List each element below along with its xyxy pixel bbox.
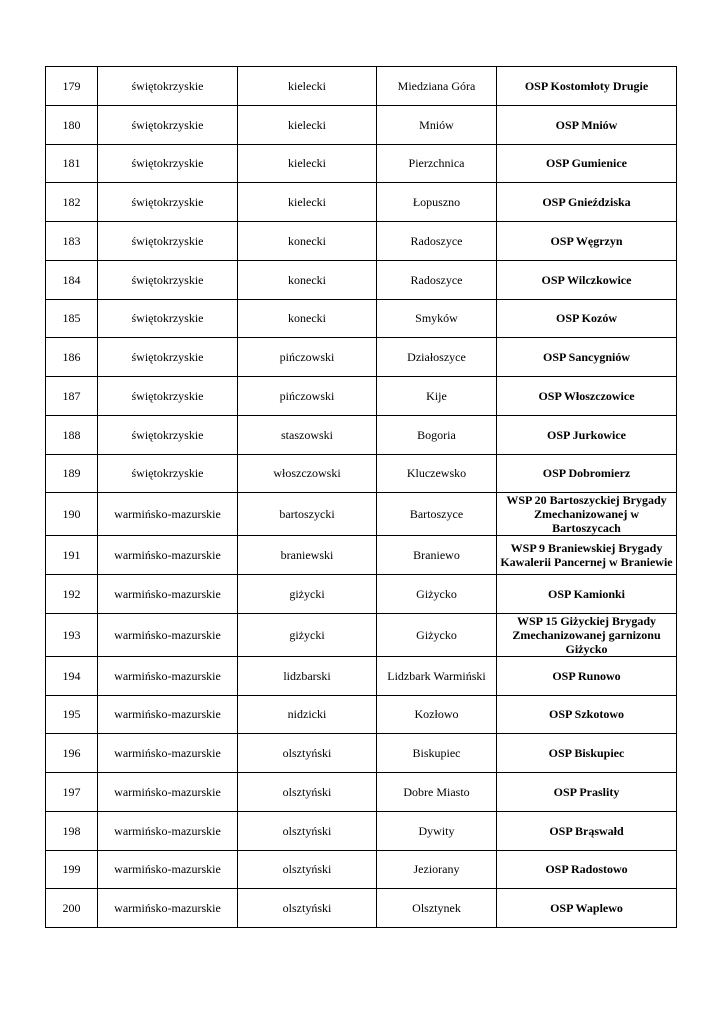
cell-unit: OSP Kostomłoty Drugie	[497, 67, 677, 106]
cell-county: pińczowski	[238, 377, 377, 416]
cell-number: 188	[46, 415, 98, 454]
cell-number: 197	[46, 773, 98, 812]
cell-county: staszowski	[238, 415, 377, 454]
table-row	[46, 889, 677, 928]
cell-voivodeship: warmińsko-mazurskie	[98, 493, 238, 536]
table-row	[46, 656, 677, 695]
cell-voivodeship: warmińsko-mazurskie	[98, 575, 238, 614]
table-row	[46, 105, 677, 144]
cell-unit: OSP Kozów	[497, 299, 677, 338]
cell-county: olsztyński	[238, 734, 377, 773]
cell-unit: OSP Jurkowice	[497, 415, 677, 454]
cell-voivodeship: świętokrzyskie	[98, 338, 238, 377]
cell-county: bartoszycki	[238, 493, 377, 536]
cell-voivodeship: warmińsko-mazurskie	[98, 536, 238, 575]
cell-unit: OSP Radostowo	[497, 850, 677, 889]
cell-voivodeship: świętokrzyskie	[98, 415, 238, 454]
cell-number: 194	[46, 656, 98, 695]
cell-commune: Miedziana Góra	[377, 67, 497, 106]
table-row	[46, 67, 677, 106]
cell-unit: OSP Kamionki	[497, 575, 677, 614]
table-row	[46, 454, 677, 493]
cell-unit: WSP 15 Giżyckiej Brygady Zmechanizowanej garnizonu Giżycko	[497, 613, 677, 656]
cell-unit: OSP Wilczkowice	[497, 260, 677, 299]
cell-voivodeship: warmińsko-mazurskie	[98, 773, 238, 812]
cell-unit: OSP Węgrzyn	[497, 222, 677, 261]
cell-unit: OSP Runowo	[497, 656, 677, 695]
cell-county: olsztyński	[238, 773, 377, 812]
cell-county: konecki	[238, 222, 377, 261]
cell-number: 195	[46, 695, 98, 734]
table-row	[46, 338, 677, 377]
table-row	[46, 734, 677, 773]
cell-commune: Działoszyce	[377, 338, 497, 377]
cell-unit: OSP Waplewo	[497, 889, 677, 928]
cell-voivodeship: świętokrzyskie	[98, 67, 238, 106]
cell-voivodeship: świętokrzyskie	[98, 144, 238, 183]
cell-commune: Łopuszno	[377, 183, 497, 222]
cell-number: 200	[46, 889, 98, 928]
cell-unit: OSP Gumienice	[497, 144, 677, 183]
cell-number: 196	[46, 734, 98, 773]
table-row	[46, 850, 677, 889]
cell-voivodeship: świętokrzyskie	[98, 454, 238, 493]
cell-voivodeship: świętokrzyskie	[98, 377, 238, 416]
cell-commune: Dywity	[377, 811, 497, 850]
cell-unit: OSP Brąswałd	[497, 811, 677, 850]
cell-number: 183	[46, 222, 98, 261]
cell-number: 187	[46, 377, 98, 416]
cell-number: 191	[46, 536, 98, 575]
cell-voivodeship: świętokrzyskie	[98, 183, 238, 222]
cell-voivodeship: świętokrzyskie	[98, 260, 238, 299]
cell-unit: OSP Sancygniów	[497, 338, 677, 377]
cell-number: 199	[46, 850, 98, 889]
cell-number: 192	[46, 575, 98, 614]
cell-commune: Braniewo	[377, 536, 497, 575]
cell-commune: Jeziorany	[377, 850, 497, 889]
cell-number: 189	[46, 454, 98, 493]
cell-voivodeship: warmińsko-mazurskie	[98, 889, 238, 928]
cell-number: 190	[46, 493, 98, 536]
table-row	[46, 536, 677, 575]
cell-voivodeship: warmińsko-mazurskie	[98, 695, 238, 734]
cell-county: giżycki	[238, 613, 377, 656]
cell-commune: Lidzbark Warmiński	[377, 656, 497, 695]
table-row	[46, 260, 677, 299]
cell-unit: OSP Dobromierz	[497, 454, 677, 493]
cell-voivodeship: warmińsko-mazurskie	[98, 734, 238, 773]
cell-number: 184	[46, 260, 98, 299]
table-row	[46, 773, 677, 812]
units-table	[45, 66, 677, 928]
cell-unit: OSP Mniów	[497, 105, 677, 144]
cell-unit: OSP Praslity	[497, 773, 677, 812]
cell-commune: Giżycko	[377, 575, 497, 614]
table-body	[46, 67, 677, 928]
cell-commune: Bartoszyce	[377, 493, 497, 536]
cell-county: olsztyński	[238, 889, 377, 928]
cell-voivodeship: warmińsko-mazurskie	[98, 811, 238, 850]
cell-number: 180	[46, 105, 98, 144]
cell-number: 179	[46, 67, 98, 106]
table-row	[46, 493, 677, 536]
cell-county: nidzicki	[238, 695, 377, 734]
cell-unit: OSP Biskupiec	[497, 734, 677, 773]
cell-commune: Radoszyce	[377, 222, 497, 261]
cell-commune: Giżycko	[377, 613, 497, 656]
cell-unit: OSP Włoszczowice	[497, 377, 677, 416]
cell-unit: WSP 20 Bartoszyckiej Brygady Zmechanizowanej w Bartoszycach	[497, 493, 677, 536]
cell-number: 185	[46, 299, 98, 338]
table-row	[46, 415, 677, 454]
cell-commune: Mniów	[377, 105, 497, 144]
cell-unit: WSP 9 Braniewskiej Brygady Kawalerii Pancernej w Braniewie	[497, 536, 677, 575]
cell-county: kielecki	[238, 144, 377, 183]
cell-commune: Kluczewsko	[377, 454, 497, 493]
cell-voivodeship: świętokrzyskie	[98, 299, 238, 338]
table-row	[46, 613, 677, 656]
cell-unit: OSP Gnieździska	[497, 183, 677, 222]
table-row	[46, 222, 677, 261]
cell-county: braniewski	[238, 536, 377, 575]
cell-voivodeship: warmińsko-mazurskie	[98, 850, 238, 889]
cell-commune: Pierzchnica	[377, 144, 497, 183]
cell-voivodeship: warmińsko-mazurskie	[98, 613, 238, 656]
cell-voivodeship: warmińsko-mazurskie	[98, 656, 238, 695]
table-row	[46, 377, 677, 416]
cell-commune: Bogoria	[377, 415, 497, 454]
cell-unit: OSP Szkotowo	[497, 695, 677, 734]
cell-county: olsztyński	[238, 850, 377, 889]
cell-number: 198	[46, 811, 98, 850]
table-row	[46, 811, 677, 850]
cell-commune: Kozłowo	[377, 695, 497, 734]
table-row	[46, 695, 677, 734]
cell-number: 181	[46, 144, 98, 183]
cell-county: konecki	[238, 299, 377, 338]
cell-number: 182	[46, 183, 98, 222]
cell-county: olsztyński	[238, 811, 377, 850]
cell-commune: Biskupiec	[377, 734, 497, 773]
cell-county: giżycki	[238, 575, 377, 614]
table-row	[46, 144, 677, 183]
table-row	[46, 299, 677, 338]
cell-commune: Olsztynek	[377, 889, 497, 928]
cell-county: lidzbarski	[238, 656, 377, 695]
cell-county: pińczowski	[238, 338, 377, 377]
cell-county: włoszczowski	[238, 454, 377, 493]
cell-commune: Kije	[377, 377, 497, 416]
cell-county: konecki	[238, 260, 377, 299]
cell-number: 186	[46, 338, 98, 377]
cell-number: 193	[46, 613, 98, 656]
cell-commune: Smyków	[377, 299, 497, 338]
cell-commune: Radoszyce	[377, 260, 497, 299]
cell-voivodeship: świętokrzyskie	[98, 105, 238, 144]
cell-county: kielecki	[238, 105, 377, 144]
cell-county: kielecki	[238, 183, 377, 222]
cell-county: kielecki	[238, 67, 377, 106]
cell-commune: Dobre Miasto	[377, 773, 497, 812]
table-row	[46, 183, 677, 222]
table-row	[46, 575, 677, 614]
cell-voivodeship: świętokrzyskie	[98, 222, 238, 261]
